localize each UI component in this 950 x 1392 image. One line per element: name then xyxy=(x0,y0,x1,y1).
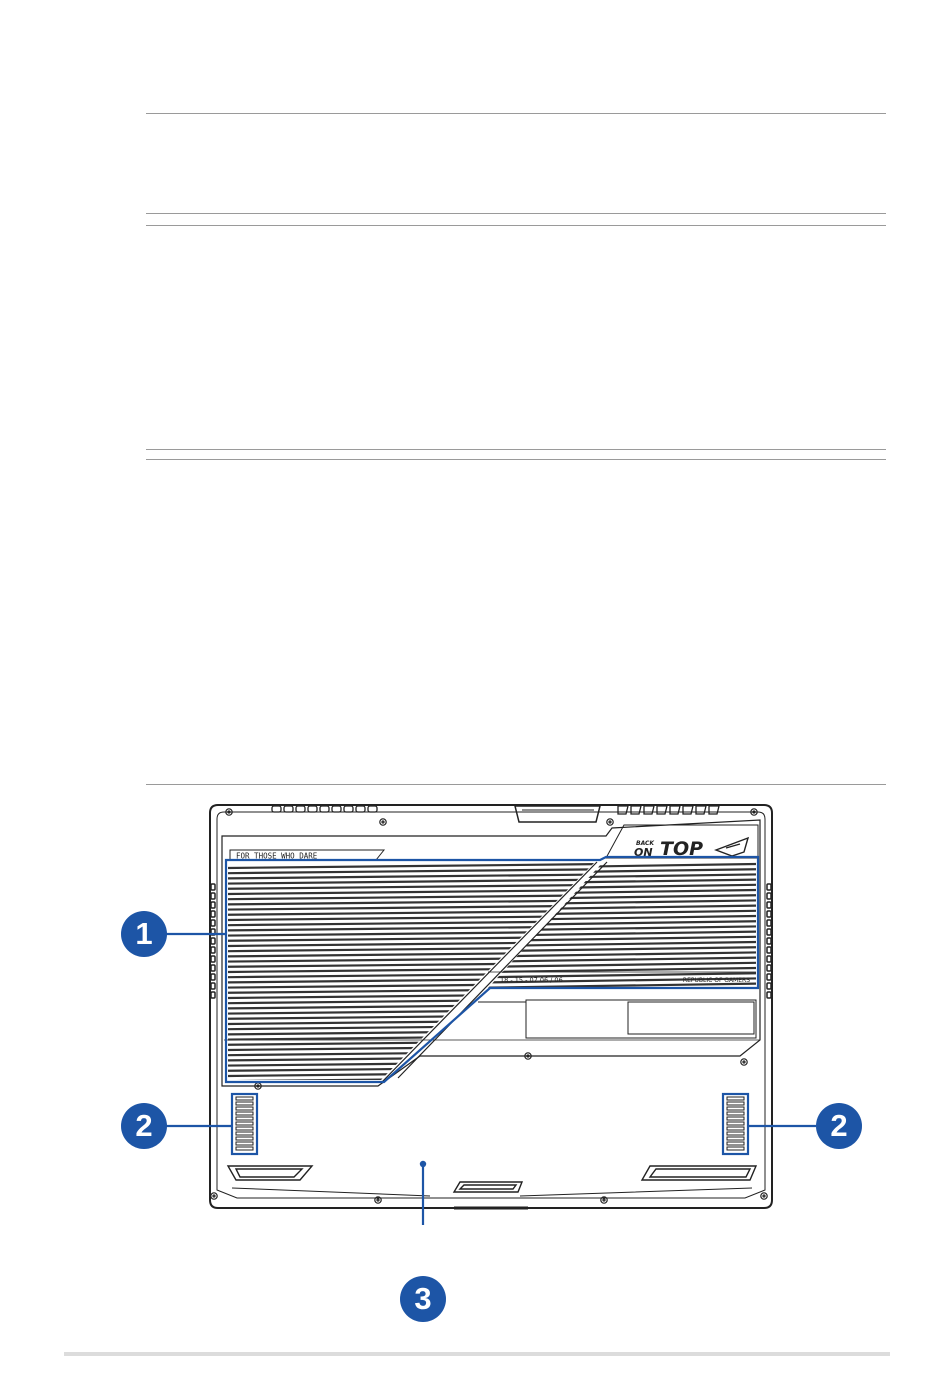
speaker-slot xyxy=(236,1107,253,1110)
top-vent xyxy=(644,806,654,814)
compartment xyxy=(526,1000,756,1038)
vent-slat xyxy=(226,880,610,884)
vent-slat xyxy=(488,952,758,956)
side-vent xyxy=(211,902,215,908)
rubber-foot-right xyxy=(642,1166,756,1180)
vent-slat xyxy=(226,1030,610,1034)
vent-slat xyxy=(226,890,610,894)
side-vent xyxy=(767,965,771,971)
speaker-slot xyxy=(236,1112,253,1115)
footer-rule xyxy=(64,1352,890,1356)
screw xyxy=(607,819,613,825)
speaker-slot xyxy=(236,1132,253,1135)
vent-slat xyxy=(226,989,610,993)
vent-slats-right xyxy=(488,864,758,988)
callout-3: 3 xyxy=(400,1276,446,1322)
top-vents-right xyxy=(618,806,719,814)
top-vents-left xyxy=(272,806,377,812)
top-vent xyxy=(344,806,353,812)
vent-slat xyxy=(488,958,758,962)
vent-slat xyxy=(226,1072,610,1076)
rubber-foot-center xyxy=(454,1182,522,1192)
vent-slat xyxy=(226,885,610,889)
speaker-slot xyxy=(727,1107,744,1110)
vent-slat xyxy=(226,911,610,915)
speaker-slot xyxy=(236,1127,253,1130)
laptop-bottom-diagram xyxy=(0,795,950,1225)
callout-2-right: 2 xyxy=(816,1103,862,1149)
model-code: 18 - 15 - 07 06 / 06 xyxy=(500,976,563,984)
top-vent xyxy=(618,806,628,814)
top-vent xyxy=(657,806,667,814)
vent-slat xyxy=(488,968,758,972)
vent-slat xyxy=(226,1067,610,1071)
section-rule xyxy=(146,113,886,114)
side-vent xyxy=(767,893,771,899)
side-vents-right xyxy=(767,884,771,998)
side-vent xyxy=(211,893,215,899)
vent-slats xyxy=(226,864,610,1081)
side-vent xyxy=(211,947,215,953)
callout-2-left: 2 xyxy=(121,1103,167,1149)
logo-back: BACK xyxy=(636,840,655,847)
top-vent xyxy=(683,806,693,814)
side-vent xyxy=(767,938,771,944)
vent-slat xyxy=(226,1010,610,1014)
vent-slat xyxy=(488,963,758,967)
speaker-slot xyxy=(727,1132,744,1135)
side-vent xyxy=(767,947,771,953)
top-vent xyxy=(696,806,706,814)
side-vent xyxy=(211,965,215,971)
rubber-foot-left xyxy=(228,1166,312,1180)
side-vent xyxy=(767,911,771,917)
screw xyxy=(380,819,386,825)
logo-top: TOP xyxy=(660,838,704,860)
section-rule xyxy=(146,449,886,450)
side-vent xyxy=(767,920,771,926)
vent-slat xyxy=(226,1062,610,1066)
vent-slat xyxy=(226,900,610,904)
side-vent xyxy=(767,974,771,980)
top-vent xyxy=(272,806,281,812)
vent-slat xyxy=(226,895,610,899)
vent-slat xyxy=(226,1025,610,1029)
top-vent xyxy=(296,806,305,812)
speaker-slot xyxy=(236,1117,253,1120)
side-vent xyxy=(211,992,215,998)
top-vent xyxy=(631,806,641,814)
top-vent xyxy=(332,806,341,812)
speaker-slot xyxy=(727,1102,744,1105)
vent-slat xyxy=(226,1020,610,1024)
vent-slat xyxy=(226,1041,610,1045)
speaker-slot xyxy=(727,1097,744,1100)
vent-slat xyxy=(488,937,758,941)
side-vent xyxy=(211,983,215,989)
top-vent xyxy=(709,806,719,814)
section-rule xyxy=(146,459,886,460)
speaker-slot xyxy=(236,1137,253,1140)
side-vent xyxy=(211,911,215,917)
callout-1: 1 xyxy=(121,911,167,957)
vent-slat xyxy=(226,874,610,878)
screw xyxy=(211,1193,217,1199)
side-vent xyxy=(767,929,771,935)
speaker-left xyxy=(236,1097,253,1150)
top-vent xyxy=(356,806,365,812)
tagline-text: FOR THOSE WHO DARE xyxy=(236,851,318,861)
vent-slat xyxy=(226,1046,610,1050)
section-rule xyxy=(146,784,886,785)
section-rule xyxy=(146,225,886,226)
vent-slat xyxy=(226,1004,610,1008)
side-vents-left xyxy=(211,884,215,998)
rog-eye-icon xyxy=(716,838,748,856)
speaker-slot xyxy=(727,1147,744,1150)
compartment-inner xyxy=(628,1002,754,1034)
side-vent xyxy=(767,956,771,962)
vent-slat xyxy=(488,947,758,951)
top-vent xyxy=(320,806,329,812)
top-vent xyxy=(368,806,377,812)
brand-text: REPUBLIC OF GAMERS xyxy=(682,977,750,984)
leader-3-dot xyxy=(420,1161,426,1167)
speaker-slot xyxy=(727,1142,744,1145)
speaker-slot xyxy=(727,1112,744,1115)
vent-slat xyxy=(226,1077,610,1081)
speaker-slot xyxy=(727,1137,744,1140)
side-vent xyxy=(767,983,771,989)
vent-slat xyxy=(226,1015,610,1019)
top-vent xyxy=(670,806,680,814)
logo-on: ON xyxy=(634,846,653,859)
speaker-slot xyxy=(727,1122,744,1125)
side-vent xyxy=(767,992,771,998)
side-vent xyxy=(211,920,215,926)
speaker-slot xyxy=(236,1122,253,1125)
speaker-right xyxy=(727,1097,744,1150)
side-vent xyxy=(211,884,215,890)
vent-slat xyxy=(226,864,610,868)
vent-slat xyxy=(226,869,610,873)
side-vent xyxy=(767,902,771,908)
top-vent xyxy=(284,806,293,812)
section-rule xyxy=(146,213,886,214)
speaker-slot xyxy=(236,1142,253,1145)
side-vent xyxy=(211,938,215,944)
speaker-slot xyxy=(727,1127,744,1130)
side-vent xyxy=(211,974,215,980)
speaker-slot xyxy=(727,1117,744,1120)
vent-slat xyxy=(226,994,610,998)
speaker-slot xyxy=(236,1102,253,1105)
speaker-slot xyxy=(236,1097,253,1100)
side-vent xyxy=(211,956,215,962)
screw xyxy=(761,1193,767,1199)
hinge-block xyxy=(515,806,600,822)
top-vent xyxy=(308,806,317,812)
side-vent xyxy=(767,884,771,890)
speaker-slot xyxy=(236,1147,253,1150)
screw xyxy=(741,1059,747,1065)
